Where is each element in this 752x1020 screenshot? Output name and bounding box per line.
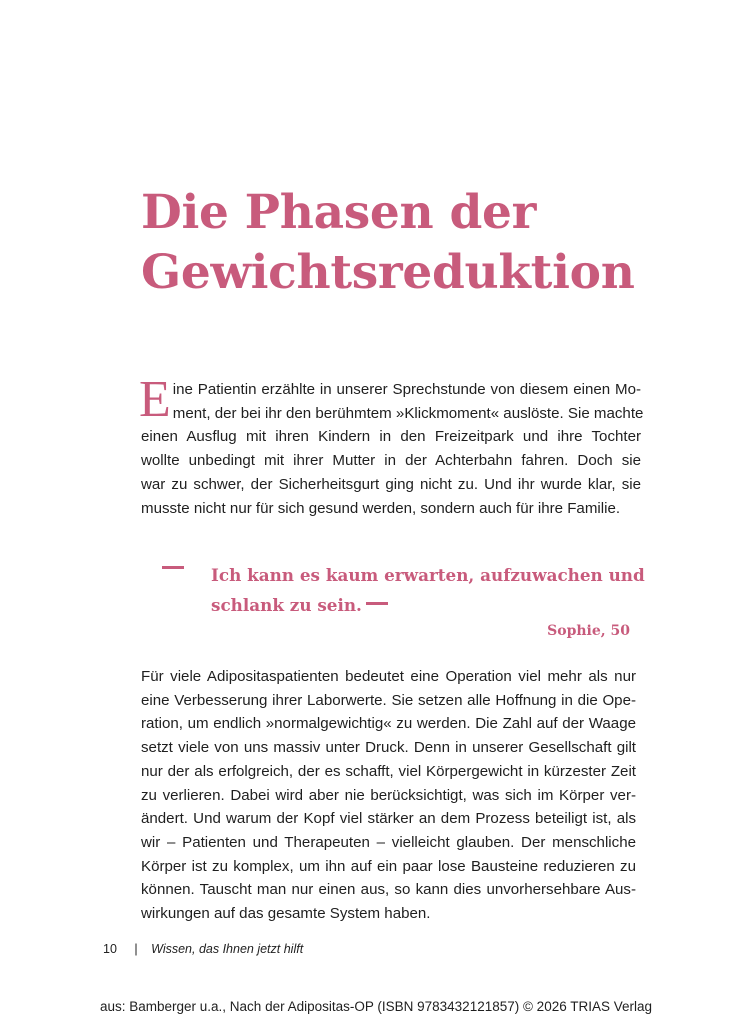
running-title: Wissen, das Ihnen jetzt hilft bbox=[151, 942, 304, 956]
page-number: 10 bbox=[103, 942, 117, 956]
intro-paragraph bbox=[139, 371, 644, 520]
body-line: setzt viele von uns massiv unter Druck. Denn in unserer Gesellschaft gilt bbox=[141, 739, 636, 757]
body-line: zu verlieren. Dabei wird aber nie berücksichtigt, was sich im Körper ver- bbox=[141, 786, 636, 804]
page-title bbox=[141, 183, 701, 303]
quote-close-dash bbox=[366, 602, 388, 605]
body-line: ändert. Und warum der Kopf viel stärker an dem Prozess beteiligt ist, als bbox=[141, 810, 636, 828]
body-line: Für viele Adipositaspatienten bedeutet eine Operation viel mehr als nur bbox=[141, 668, 636, 685]
intro-line: musste nicht nur für sich gesund werden, sondern auch für ihre Familie. bbox=[141, 499, 621, 517]
intro-line: einen Ausflug mit ihren Kindern in den Freizeitpark und ihre Tochter bbox=[141, 428, 641, 446]
quote-open-dash bbox=[162, 566, 184, 569]
body-line: Körper ist zu komplex, um ihn auf ein paar lose Bausteine reduzieren zu bbox=[141, 857, 636, 875]
intro-line: wollte unbedingt mit ihrer Mutter in der Achterbahn fahren. Doch sie bbox=[141, 452, 641, 470]
intro-line: ment, der bei ihr den berühmtem »Klickmoment« auslöste. Sie machte bbox=[172, 404, 644, 422]
body-line: können. Tauscht man nur einen aus, so kann dies unvorhersehbare Aus- bbox=[141, 881, 636, 899]
drop-cap: E bbox=[139, 371, 171, 428]
page-title-line-2: Gewichtsreduktion bbox=[141, 245, 635, 300]
body-line: wir – Patienten und Therapeuten – vielleicht glauben. Der menschliche bbox=[141, 833, 636, 851]
intro-line: war zu schwer, der Sicherheitsgurt ging nicht zu. Und ihr wurde klar, sie bbox=[141, 475, 641, 493]
source-note: aus: Bamberger u.a., Nach der Adipositas-OP (ISBN 9783432121857) © 2026 TRIAS Verlag bbox=[99, 999, 653, 1014]
page-title-line-1: Die Phasen der bbox=[141, 185, 537, 240]
body-line: wirkungen auf das gesamte System haben. bbox=[141, 905, 431, 923]
pull-quote-line-2-text: schlank zu sein. bbox=[211, 595, 362, 615]
footer-separator: | bbox=[134, 942, 138, 956]
body-line: eine Verbesserung ihrer Laborwerte. Sie setzen alle Hoffnung in die Ope- bbox=[141, 691, 636, 709]
body-paragraph bbox=[141, 665, 636, 926]
page-footer bbox=[103, 942, 303, 956]
intro-line: ine Patientin erzählte in unserer Sprechstunde von diesem einen Mo- bbox=[172, 381, 641, 398]
pull-quote bbox=[211, 560, 645, 620]
pull-quote-line-2 bbox=[211, 590, 641, 620]
pull-quote-line-1: Ich kann es kaum erwarten, aufzuwachen und bbox=[211, 565, 645, 585]
quote-author: Sophie, 50 bbox=[547, 623, 630, 639]
body-line: ration, um endlich »normalgewichtig« zu werden. Die Zahl auf der Waage bbox=[141, 715, 636, 733]
body-line: nur der als erfolgreich, der es schafft, viel Körpergewicht in kürzester Zeit bbox=[141, 762, 636, 780]
